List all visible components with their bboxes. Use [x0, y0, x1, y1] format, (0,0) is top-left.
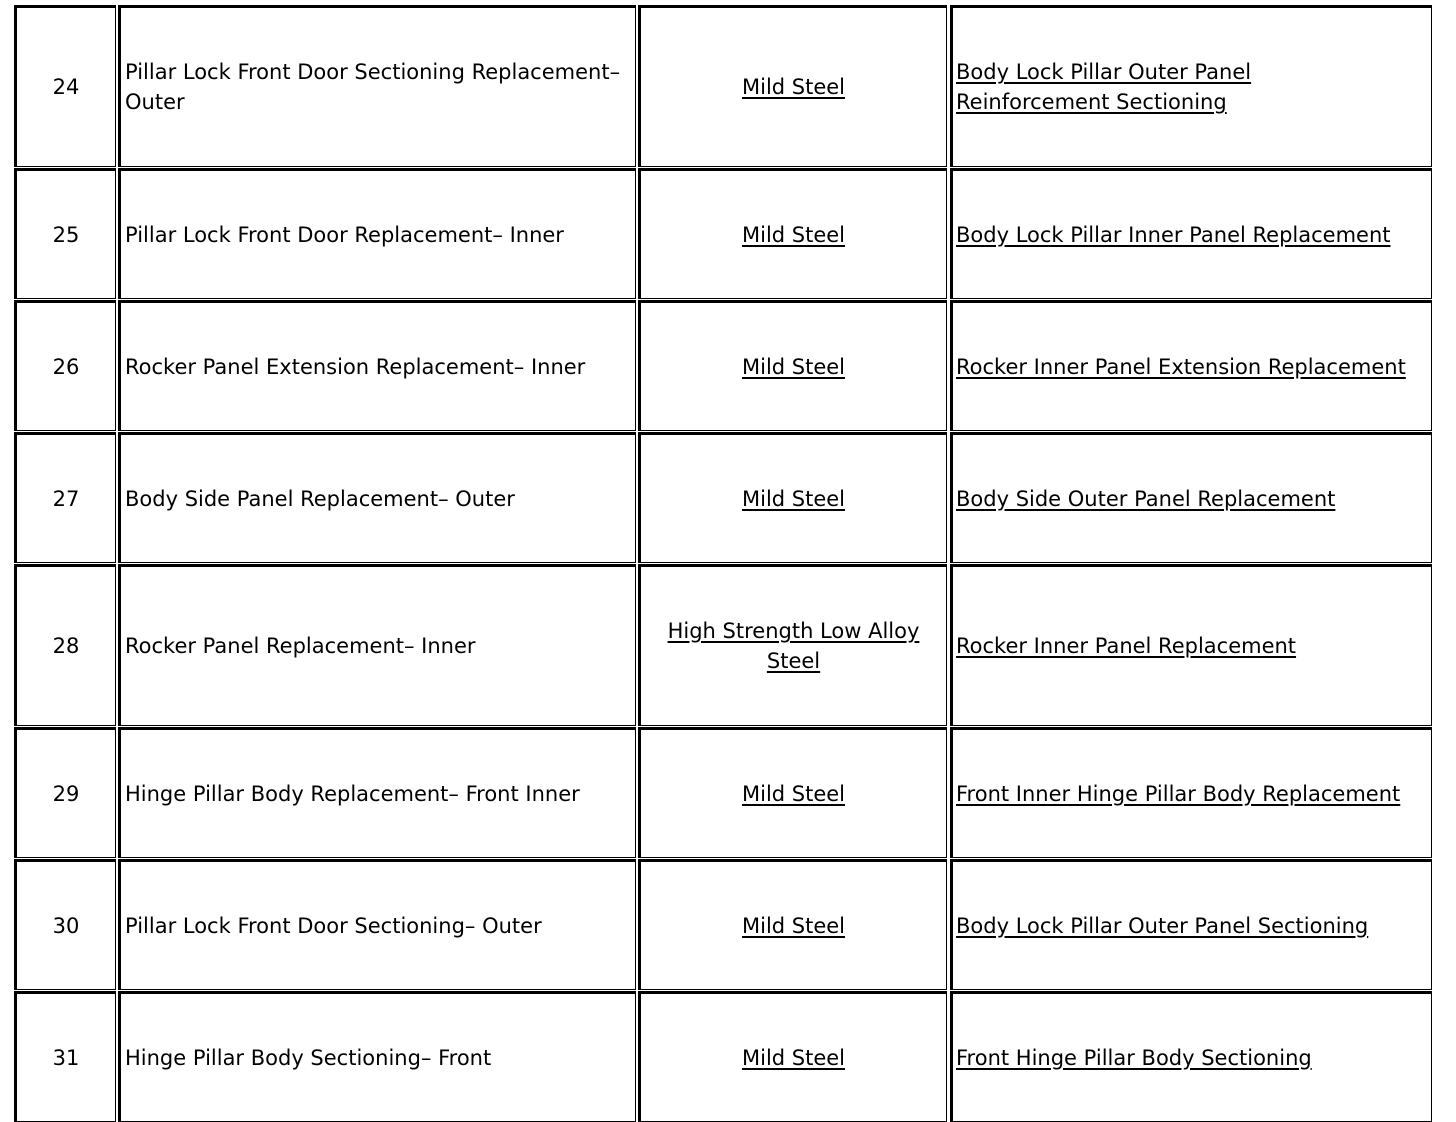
table-row	[14, 991, 1432, 1122]
material-cell	[638, 564, 947, 726]
material-link[interactable]: Mild Steel	[741, 1045, 846, 1070]
procedure-cell	[950, 300, 1432, 431]
material-link[interactable]: Mild Steel	[741, 781, 846, 806]
procedure-link[interactable]: Body Lock Pillar Outer Panel Sectioning	[956, 913, 1369, 938]
table-row	[14, 432, 1432, 563]
procedure-cell	[950, 727, 1432, 858]
material-cell	[638, 5, 947, 167]
table-row	[14, 5, 1432, 167]
material-link[interactable]: High Strength Low Alloy Steel	[667, 619, 920, 673]
material-cell	[638, 859, 947, 990]
table-row	[14, 168, 1432, 299]
row-number: 24	[14, 5, 116, 167]
procedure-cell	[950, 991, 1432, 1122]
procedure-link[interactable]: Rocker Inner Panel Extension Replacement	[956, 354, 1406, 379]
procedure-link[interactable]: Body Side Outer Panel Replacement	[956, 486, 1336, 511]
material-cell	[638, 727, 947, 858]
row-number: 31	[14, 991, 116, 1122]
material-link[interactable]: Mild Steel	[741, 222, 846, 247]
material-cell	[638, 991, 947, 1122]
procedure-cell	[950, 859, 1432, 990]
procedure-cell	[950, 168, 1432, 299]
procedure-link[interactable]: Rocker Inner Panel Replacement	[956, 634, 1297, 658]
material-cell	[638, 432, 947, 563]
part-description: Rocker Panel Replacement– Inner	[118, 564, 636, 726]
part-description: Pillar Lock Front Door Replacement– Inner	[118, 168, 636, 299]
table-row	[14, 859, 1432, 990]
procedure-cell	[950, 564, 1432, 726]
row-number: 28	[14, 564, 116, 726]
row-number: 26	[14, 300, 116, 431]
part-description: Body Side Panel Replacement– Outer	[118, 432, 636, 563]
part-description: Rocker Panel Extension Replacement– Inner	[118, 300, 636, 431]
procedure-link[interactable]: Body Lock Pillar Inner Panel Replacement	[956, 222, 1391, 247]
material-cell	[638, 300, 947, 431]
part-description: Hinge Pillar Body Replacement– Front Inner	[118, 727, 636, 858]
material-link[interactable]: Mild Steel	[741, 75, 846, 99]
part-description: Hinge Pillar Body Sectioning– Front	[118, 991, 636, 1122]
row-number: 29	[14, 727, 116, 858]
procedure-link[interactable]: Front Hinge Pillar Body Sectioning	[956, 1045, 1312, 1070]
procedure-cell	[950, 432, 1432, 563]
material-cell	[638, 168, 947, 299]
procedure-link[interactable]: Front Inner Hinge Pillar Body Replacement	[956, 781, 1401, 806]
procedure-link[interactable]: Body Lock Pillar Outer Panel Reinforcement Sectioning	[956, 60, 1252, 114]
table-row	[14, 564, 1432, 726]
row-number: 25	[14, 168, 116, 299]
material-link[interactable]: Mild Steel	[741, 486, 846, 511]
part-description: Pillar Lock Front Door Sectioning Replacement– Outer	[118, 5, 636, 167]
row-number: 27	[14, 432, 116, 563]
material-link[interactable]: Mild Steel	[741, 913, 846, 938]
table-row	[14, 300, 1432, 431]
material-link[interactable]: Mild Steel	[741, 354, 846, 379]
procedure-cell	[950, 5, 1432, 167]
part-description: Pillar Lock Front Door Sectioning– Outer	[118, 859, 636, 990]
row-number: 30	[14, 859, 116, 990]
table-row	[14, 727, 1432, 858]
